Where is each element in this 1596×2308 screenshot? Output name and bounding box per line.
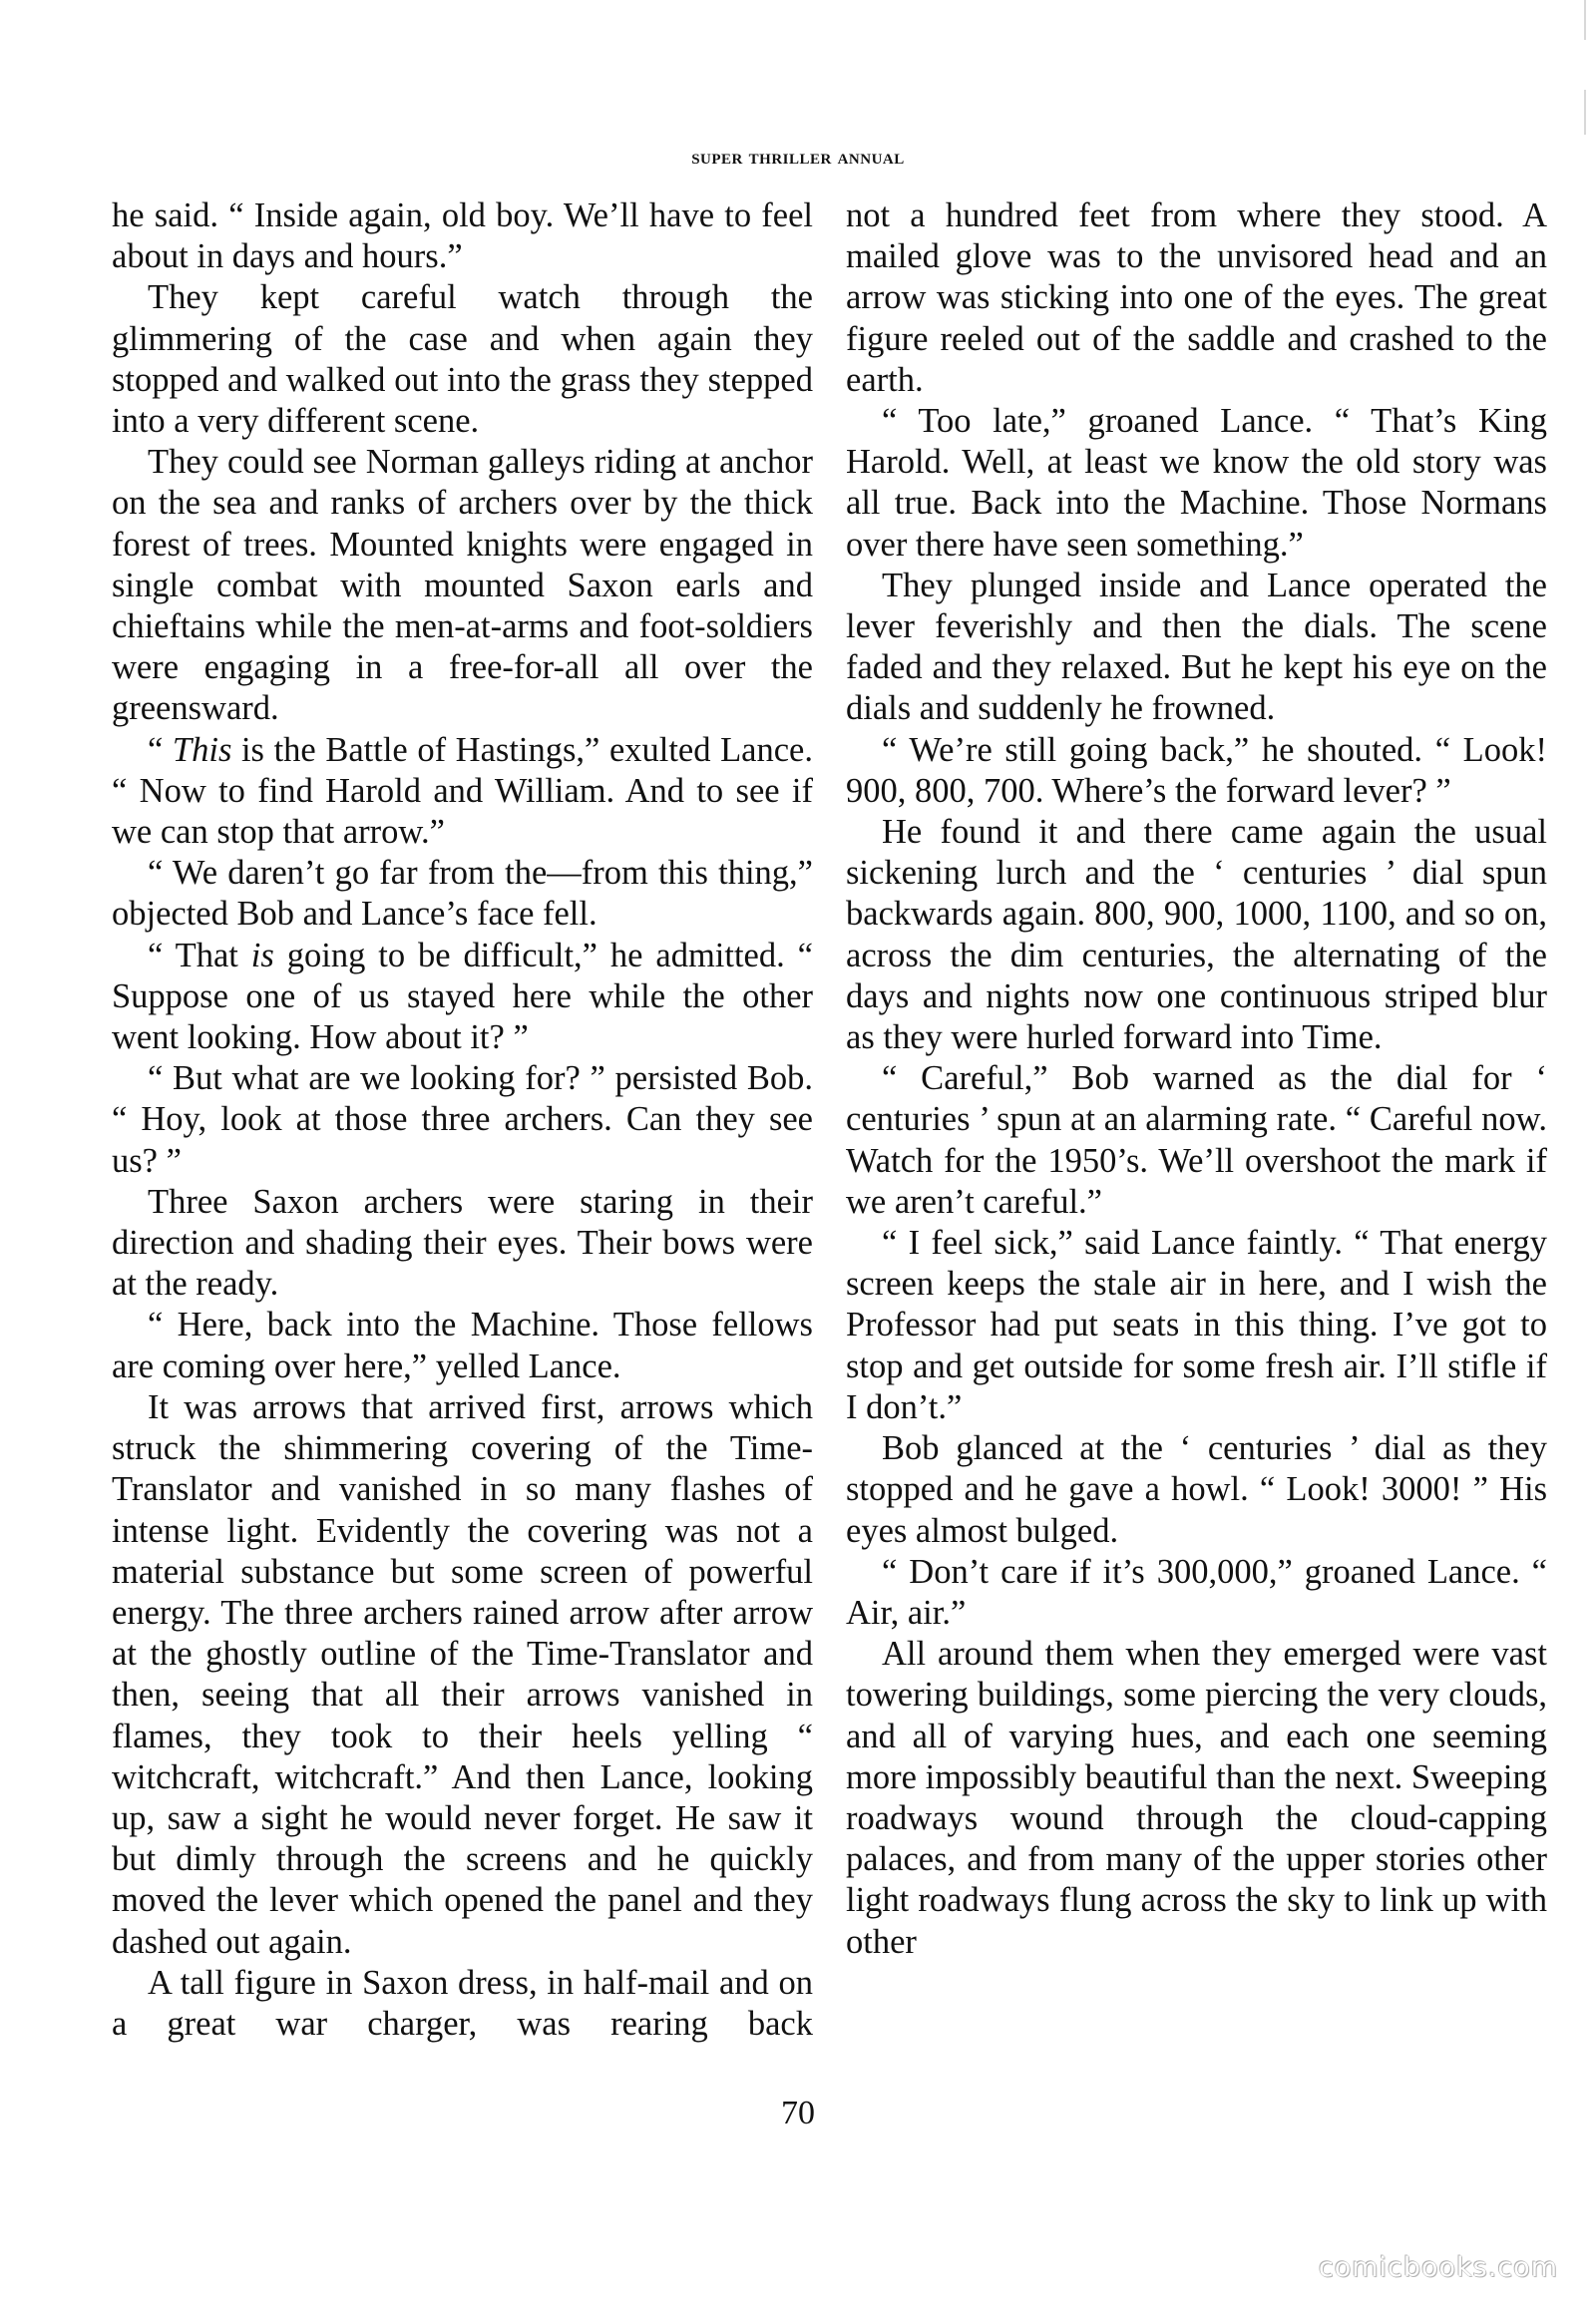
paragraph: “ Too late,” groaned Lance. “ That’s King Harold. Well, at least we know the old story was all true. Back into the Machine. Those Normans over there have seen something.” [846,402,1547,564]
paragraph: He found it and there came again the usual sickening lurch and the ‘ centuries ’ dial spun backwards again. 800, 900, 1000, 1100, and so on, across the dim centuries, the alternating of the days and nights now one continuous striped blur as they were hurled forward into Time. [846,813,1547,1057]
page-edge-mark [1584,90,1586,135]
paragraph [112,936,813,1059]
paragraph: Bob glanced at the ‘ centuries ’ dial as they stopped and he gave a howl. “ Look! 3000! ” His eyes almost bulged. [846,1429,1547,1550]
page-number: 70 [781,2095,815,2131]
paragraph [112,730,813,854]
paragraph: All around them when they emerged were vast towering buildings, some piercing the very clouds, and all of varying hues, and each one seeming more impossibly beautiful than the next. Sweeping roadways wound through the cloud-capping palaces, and from many of the upper stories other light roadways flung across the sky to link up with other [846,1635,1547,1961]
page-edge-mark [1584,0,1586,40]
running-head: super thriller annual [691,145,905,169]
emphasis-text: This [172,730,232,769]
paragraph: he said. “ Inside again, old boy. We’ll have to feel about in days and hours.” [112,196,813,276]
paragraph: “ I feel sick,” said Lance faintly. “ That energy screen keeps the stale air in here, and I wish the Professor had put seats in this thing. I’ve got to stop and get outside for some fresh air. I’ll stifle if I don’t.” [846,1224,1547,1426]
paragraph-text: is the Battle of Hastings,” exulted Lance. “ Now to find Harold and William. And to see if we can stop that arrow.” [112,730,813,852]
paragraph: not a hundred feet from where they stood. A mailed glove was to the unvisored head and an arrow was sticking into one of the eyes. The great figure reeled out of the saddle and crashed to the earth. [846,196,1547,399]
paragraph: “ Don’t care if it’s 300,000,” groaned Lance. “ Air, air.” [846,1552,1547,1632]
paragraph: “ Here, back into the Machine. Those fellows are coming over here,” yelled Lance. [112,1306,813,1385]
paragraph-text: “ [148,730,173,769]
paragraph: “ We daren’t go far from the—from this thing,” objected Bob and Lance’s face fell. [112,854,813,934]
paragraph: Three Saxon archers were staring in their direction and shading their eyes. Their bows were at the ready. [112,1182,813,1304]
left-column [112,195,813,2045]
paragraph: “ Careful,” Bob warned as the dial for ‘ centuries ’ spun at an alarming rate. “ Careful now. Watch for the 1950’s. We’ll overshoot the mark if we aren’t careful.” [846,1059,1547,1221]
paragraph: “ We’re still going back,” he shouted. “ Look! 900, 800, 700. Where’s the forward lever? ” [846,730,1547,810]
paragraph: They could see Norman galleys riding at anchor on the sea and ranks of archers over by the thick forest of trees. Mounted knights were engaged in single combat with mounted Saxon earls and chieftains while the men-at-arms and foot-soldiers were engaging in a free-for-all all over the greensward. [112,443,813,728]
watermark: comicbooks.com [1318,2252,1558,2283]
right-column [846,195,1547,1963]
paragraph-text: going to be difficult,” he admitted. “ Suppose one of us stayed here while the other went looking. How about it? ” [112,936,813,1057]
paragraph: It was arrows that arrived first, arrows which struck the shimmering covering of the Time-Translator and vanished in so many flashes of intense light. Evidently the covering was not a material substance but some screen of powerful energy. The three archers rained arrow after arrow at the ghostly outline of the Time-Translator and then, seeing that all their arrows vanished in flames, they took to their heels yelling “ witchcraft, witchcraft.” And then Lance, looking up, saw a sight he would never forget. He saw it but dimly through the screens and he quickly moved the lever which opened the panel and they dashed out again. [112,1387,813,1961]
paragraph: “ But what are we looking for? ” persisted Bob. “ Hoy, look at those three archers. Can they see us? ” [112,1059,813,1180]
paragraph: They kept careful watch through the glimmering of the case and when again they stopped and walked out into the grass they stepped into a very different scene. [112,278,813,441]
paragraph: They plunged inside and Lance operated the lever feverishly and then the dials. The scene faded and they relaxed. But he kept his eye on the dials and suddenly he frowned. [846,566,1547,728]
paragraph-text: “ That [148,936,251,974]
paragraph: A tall figure in Saxon dress, in half-mail and on a great war charger, was rearing back [112,1963,813,2043]
emphasis-text: is [250,936,274,974]
